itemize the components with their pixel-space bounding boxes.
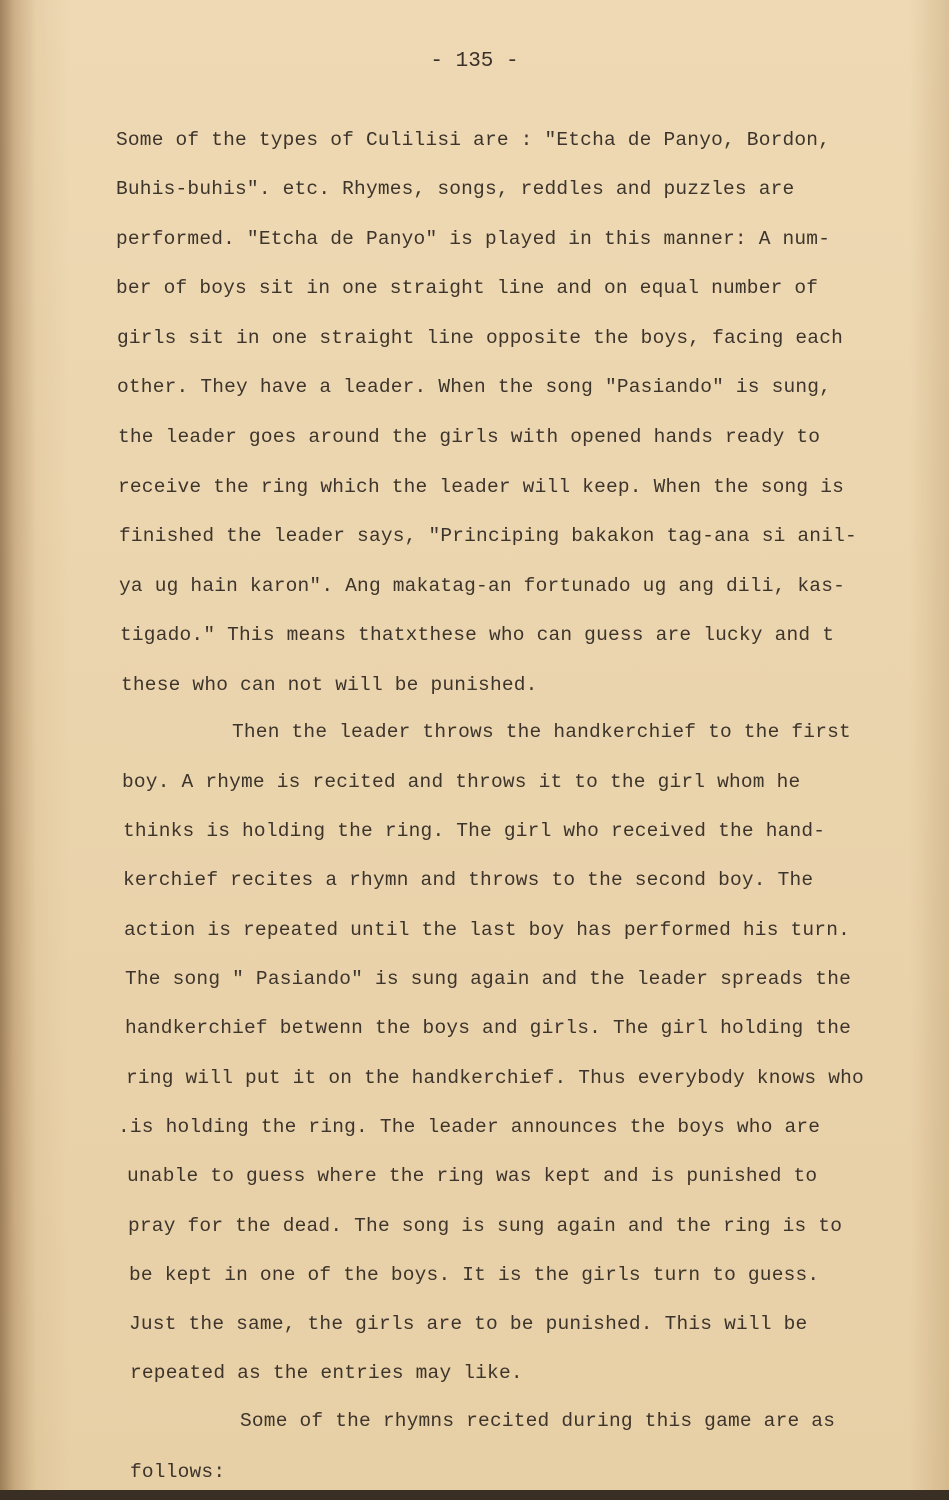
text-line: repeated as the entries may like. — [130, 1362, 523, 1384]
text-line: the leader goes around the girls with opened hands ready to — [118, 426, 821, 448]
text-line: receive the ring which the leader will keep. When the song is — [118, 476, 845, 498]
text-line: ring will put it on the handkerchief. Thus everybody knows who — [126, 1067, 864, 1089]
text-line: these who can not will be punished. — [121, 674, 538, 696]
text-line: tigado." This means thatxthese who can guess are lucky and t — [120, 624, 835, 646]
text-line: handkerchief betwenn the boys and girls. The girl holding the — [125, 1017, 852, 1039]
page-bottom-edge — [0, 1490, 949, 1500]
text-line: The song " Pasiando" is sung again and the leader spreads the — [125, 968, 852, 990]
text-line: be kept in one of the boys. It is the girls turn to guess. — [129, 1264, 820, 1286]
text-line: ya ug hain karon". Ang makatag-an fortunado ug ang dili, kas- — [119, 575, 846, 597]
text-line: finished the leader says, "Principing bakakon tag-ana si anil- — [119, 525, 857, 547]
text-line: Some of the types of Culilisi are : "Etcha de Panyo, Bordon, — [116, 129, 831, 151]
text-line: performed. "Etcha de Panyo" is played in this manner: A num- — [116, 228, 831, 250]
text-line: Buhis-buhis". etc. Rhymes, songs, reddles and puzzles are — [116, 178, 795, 200]
text-line: action is repeated until the last boy has performed his turn. — [124, 919, 851, 941]
text-line: Just the same, the girls are to be punished. This will be — [129, 1313, 808, 1335]
text-line: boy. A rhyme is recited and throws it to the girl whom he — [122, 771, 801, 793]
page-number: - 135 - — [430, 50, 519, 73]
text-line: unable to guess where the ring was kept and is punished to — [127, 1165, 818, 1187]
text-line: kerchief recites a rhymn and throws to the second boy. The — [123, 869, 814, 891]
text-line: other. They have a leader. When the song "Pasiando" is sung, — [117, 376, 832, 398]
text-line: follows: — [130, 1461, 226, 1483]
text-line: thinks is holding the ring. The girl who received the hand- — [123, 820, 826, 842]
text-line: Some of the rhymns recited during this game are as — [240, 1410, 836, 1432]
page-edge-shadow — [909, 0, 949, 1500]
text-line: pray for the dead. The song is sung again and the ring is to — [128, 1215, 843, 1237]
text-line: .is holding the ring. The leader announces the boys who are — [118, 1116, 821, 1138]
text-line: Then the leader throws the handkerchief to the first — [232, 721, 851, 743]
text-line: ber of boys sit in one straight line and on equal number of — [116, 277, 819, 299]
text-line: girls sit in one straight line opposite the boys, facing each — [117, 327, 844, 349]
